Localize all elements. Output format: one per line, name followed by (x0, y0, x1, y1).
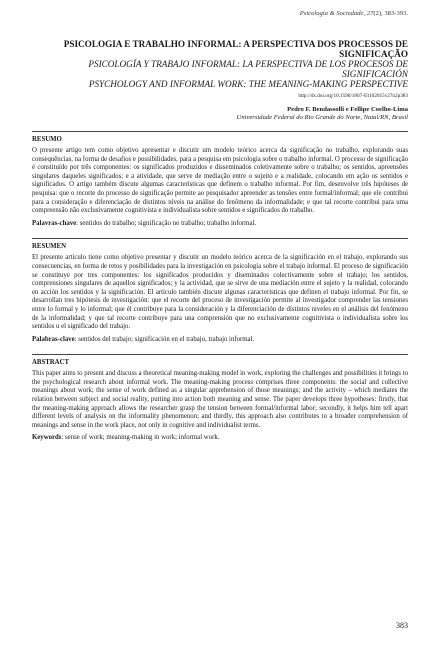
doi-link[interactable]: http://dx.doi.org/10.1590/1807-03102015v27n2p383 (298, 93, 408, 99)
keywords-text: : sense of work; meaning-making in work; informal work. (61, 434, 220, 442)
section-heading: RESUMEN (32, 243, 66, 251)
keywords-label: Palabras-clave (32, 335, 75, 343)
title-english: PSYCHOLOGY AND INFORMAL WORK: THE MEANING-MAKING PERSPECTIVE (88, 79, 408, 89)
affiliation: Universidade Federal do Rio Grande do Norte, Natal/RN, Brasil (236, 114, 408, 121)
journal-issue: (2) (373, 10, 382, 17)
keywords-label: Palavras-chave (32, 219, 77, 227)
abstract-section-resumo (32, 131, 408, 228)
title-spanish: PSICOLOGÍA Y TRABAJO INFORMAL: LA PERSPECTIVA DE LOS PROCESOS DE SIGNIFICACIÓN (88, 59, 408, 79)
title-block (32, 39, 408, 121)
article-page (32, 10, 408, 443)
section-body: O presente artigo tem como objetivo apresentar e discutir um modelo teórico acerca da significação no trabalho, explorando suas consequências, na forma de desafios e possibilidades, para a pesquisa em psicologia sobre o trabalho informal. O processo de significação é constituído por três componentes: os significados produzidos e disseminados coletivamente sobre o trabalho; os sentidos, apreensões singulares daqueles significados; e a atividade, que serve de mediação entre o sujeito e a realidade, colocando em ação os sentidos e significados. O artigo também discute algumas características que definem o trabalho informal. Por fim, desenvolve três hipóteses de pesquisa: que o recorte do processo de significação permite ao pesquisador apreender as tensões entre formal/informal; que ele contribui para a consideração e diferenciação de distintos níveis na análise do fenômeno da informalidade; e que tal recorte contribui para uma compreensão não exclusivamente cognitivista e individualista sobre sentidos e significados do trabalho. (32, 147, 408, 215)
page-number: 383 (396, 621, 408, 630)
section-heading: RESUMO (32, 136, 62, 143)
journal-name: Psicologia & Sociedade (299, 10, 364, 17)
title-portuguese: PSICOLOGIA E TRABALHO INFORMAL: A PERSPECTIVA DOS PROCESSOS DE SIGNIFICAÇÃO (63, 39, 408, 59)
section-body: This paper aims to present and discuss a theoretical meaning-making model in work, exploring the challenges and possibilities it brings to the psychological research about informal work. The meaning-making process comprises three components: the social and collective meanings about work; the sense of work defined as a singular apprehension of those meanings; and the activity – which mediates the relation between subject and social reality, putting into action both meaning and sense. The paper develops three hypotheses: firstly, that the meaning-making approach allows the researcher grasp the tension between formal/informal labor; secondly, it helps him tell apart different levels of analysis on the informality phenomenon; and thirdly, this approach also contributes to a broader comprehension of meanings and sense in the work place, not only in cognitive and individualist terms. (32, 370, 408, 429)
keywords-line (32, 336, 408, 345)
section-body: El presente artículo tiene como objetivo presentar y discutir un modelo teórico acerca de la significación en el trabajo, explorando sus consecuencias, en forma de retos y posibilidades para la investigación en psicología sobre el trabajo informal. El proceso de significación se constituye por tres componentes: los significados producidos y diseminados colectivamente sobre el trabajo; los sentidos, comprensiones singulares de aquellos significados; y la actividad, que se sirve de una mediación entre el sujeto y la realidad, colocando en acción los sentidos y la significación. El artículo también discute algunas características que definen el trabajo informal. Por fin, se desarrollan tres hipótesis de investigación: que el recorte del proceso de investigación permite al investigador comprender las tensiones entre lo formal y lo informal; que él contribuye para la consideración y la diferenciación de distintos niveles en el análisis del fenómeno de la informalidad; y que tal recorte contribuye para una comprensión que no exclusivamente cognitivista o individualista sobre los sentidos u el significado del trabajo. (32, 254, 408, 331)
keywords-line (32, 434, 408, 443)
keywords-text: : sentidos del trabajo; significación en el trabajo, trabajo informal. (74, 335, 255, 343)
journal-pages: , 383-393. (381, 10, 408, 17)
authors: Pedro F. Bendassolli e Fellipe Coelho-Lima (287, 106, 408, 113)
abstract-section-english (32, 354, 408, 443)
keywords-line (32, 220, 408, 229)
journal-reference: Psicologia & Sociedade, 27(2), 383-393. (299, 10, 408, 17)
keywords-label: Keywords (32, 434, 62, 442)
section-heading: ABSTRACT (32, 359, 70, 367)
abstract-section-resumen (32, 238, 408, 344)
keywords-text: : sentidos do trabalho; significação no trabalho; trabalho informal. (76, 219, 257, 227)
journal-volume: 27 (366, 10, 374, 17)
